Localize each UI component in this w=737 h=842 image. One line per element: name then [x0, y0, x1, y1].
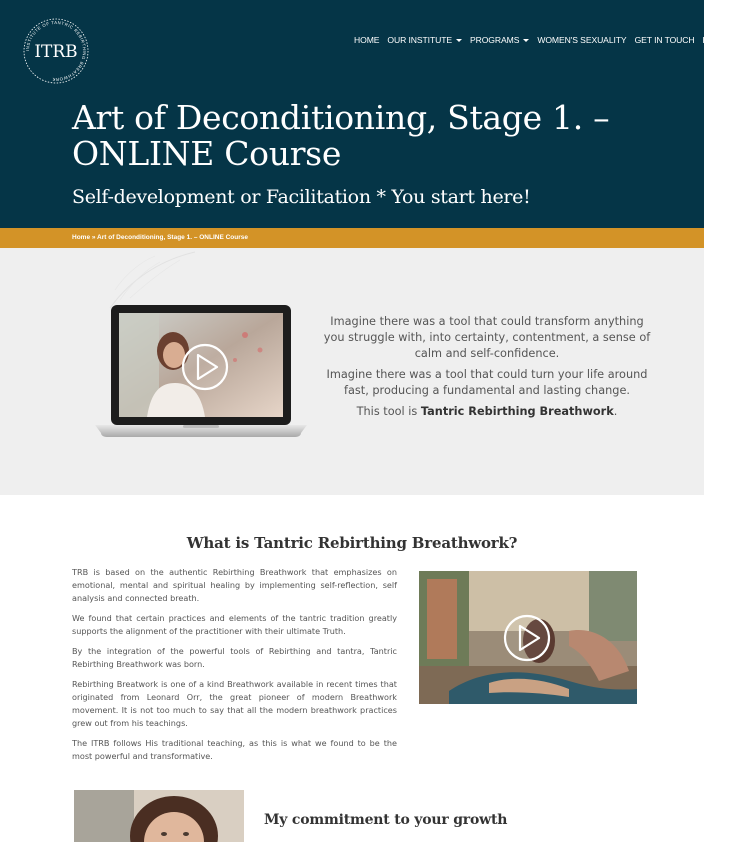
page-header — [0, 0, 729, 228]
what-paragraph-3: By the integration of the powerful tools of Rebirthing and tantra, Tantric Rebirthing Breathwork was born. — [72, 646, 397, 669]
nav-our-institute[interactable]: OUR INSTITUTE — [387, 35, 462, 45]
play-icon — [183, 345, 227, 389]
breadcrumb-bar — [0, 228, 704, 248]
nav-login[interactable]: LOGIN — [702, 35, 729, 45]
intro-paragraph-2: Imagine there was a tool that could turn your life around fast, producing a fundamental and lasting change. — [326, 368, 648, 397]
feather-decoration-icon — [100, 250, 200, 310]
intro-video-laptop[interactable] — [95, 305, 307, 437]
intro-section — [0, 248, 704, 495]
what-is-heading: What is Tantric Rebirthing Breathwork? — [186, 534, 518, 552]
what-paragraph-2: We found that certain practices and elements of the tantric tradition greatly supports the alignment of the practitioner with their ultimate Truth. — [72, 613, 397, 636]
page-subtitle: Self-development or Facilitation * You start here! — [72, 186, 531, 208]
nav-home[interactable]: HOME — [354, 35, 380, 45]
chevron-down-icon — [456, 39, 462, 42]
intro-paragraph-1: Imagine there was a tool that could transform anything you struggle with, into certainty, contentment, a sense of calm and self-confidence. — [323, 315, 651, 360]
play-icon — [505, 616, 549, 660]
main-nav — [354, 35, 737, 45]
what-paragraph-4: Rebirthing Breatwork is one of a kind Breathwork available in recent times that originated from Leonard Orr, the great pioneer of modern Breathwork movement. It is not too much to say that all the modern breathwork practices grew out from his teachings. — [72, 679, 397, 728]
what-paragraph-1: TRB is based on the authentic Rebirthing Breathwork that emphasizes on emotional, mental and spiritual healing by implementing self-reflection, self analysis and connected breath. — [72, 567, 397, 603]
svg-text:ITRB: ITRB — [34, 42, 78, 62]
page-title: Art of Deconditioning, Stage 1. – ONLINE Course — [72, 98, 610, 173]
intro-text — [320, 314, 654, 425]
nav-get-in-touch[interactable]: GET IN TOUCH — [634, 35, 695, 45]
commitment-heading: My commitment to your growth — [264, 812, 508, 828]
chevron-down-icon — [523, 39, 529, 42]
what-paragraph-5: The ITRB follows His traditional teaching, as this is what we found to be the most powerful and transformative. — [72, 738, 397, 761]
itrb-logo[interactable] — [22, 17, 90, 85]
what-is-body — [72, 566, 397, 770]
portrait-image — [74, 790, 244, 842]
breathwork-video-thumbnail[interactable] — [419, 571, 637, 704]
breadcrumb[interactable]: Home » Art of Deconditioning, Stage 1. – ONLINE Course — [72, 234, 249, 241]
nav-programs[interactable]: PROGRAMS — [470, 35, 529, 45]
nav-womens-sexuality[interactable]: WOMEN'S SEXUALITY — [537, 35, 627, 45]
intro-paragraph-3: This tool is Tantric Rebirthing Breathwork. — [356, 405, 618, 418]
svg-text:INSTITUTE OF TANTRIC REBIRTHIN: INSTITUTE OF TANTRIC REBIRTHING BREATHWORK — [24, 19, 88, 83]
